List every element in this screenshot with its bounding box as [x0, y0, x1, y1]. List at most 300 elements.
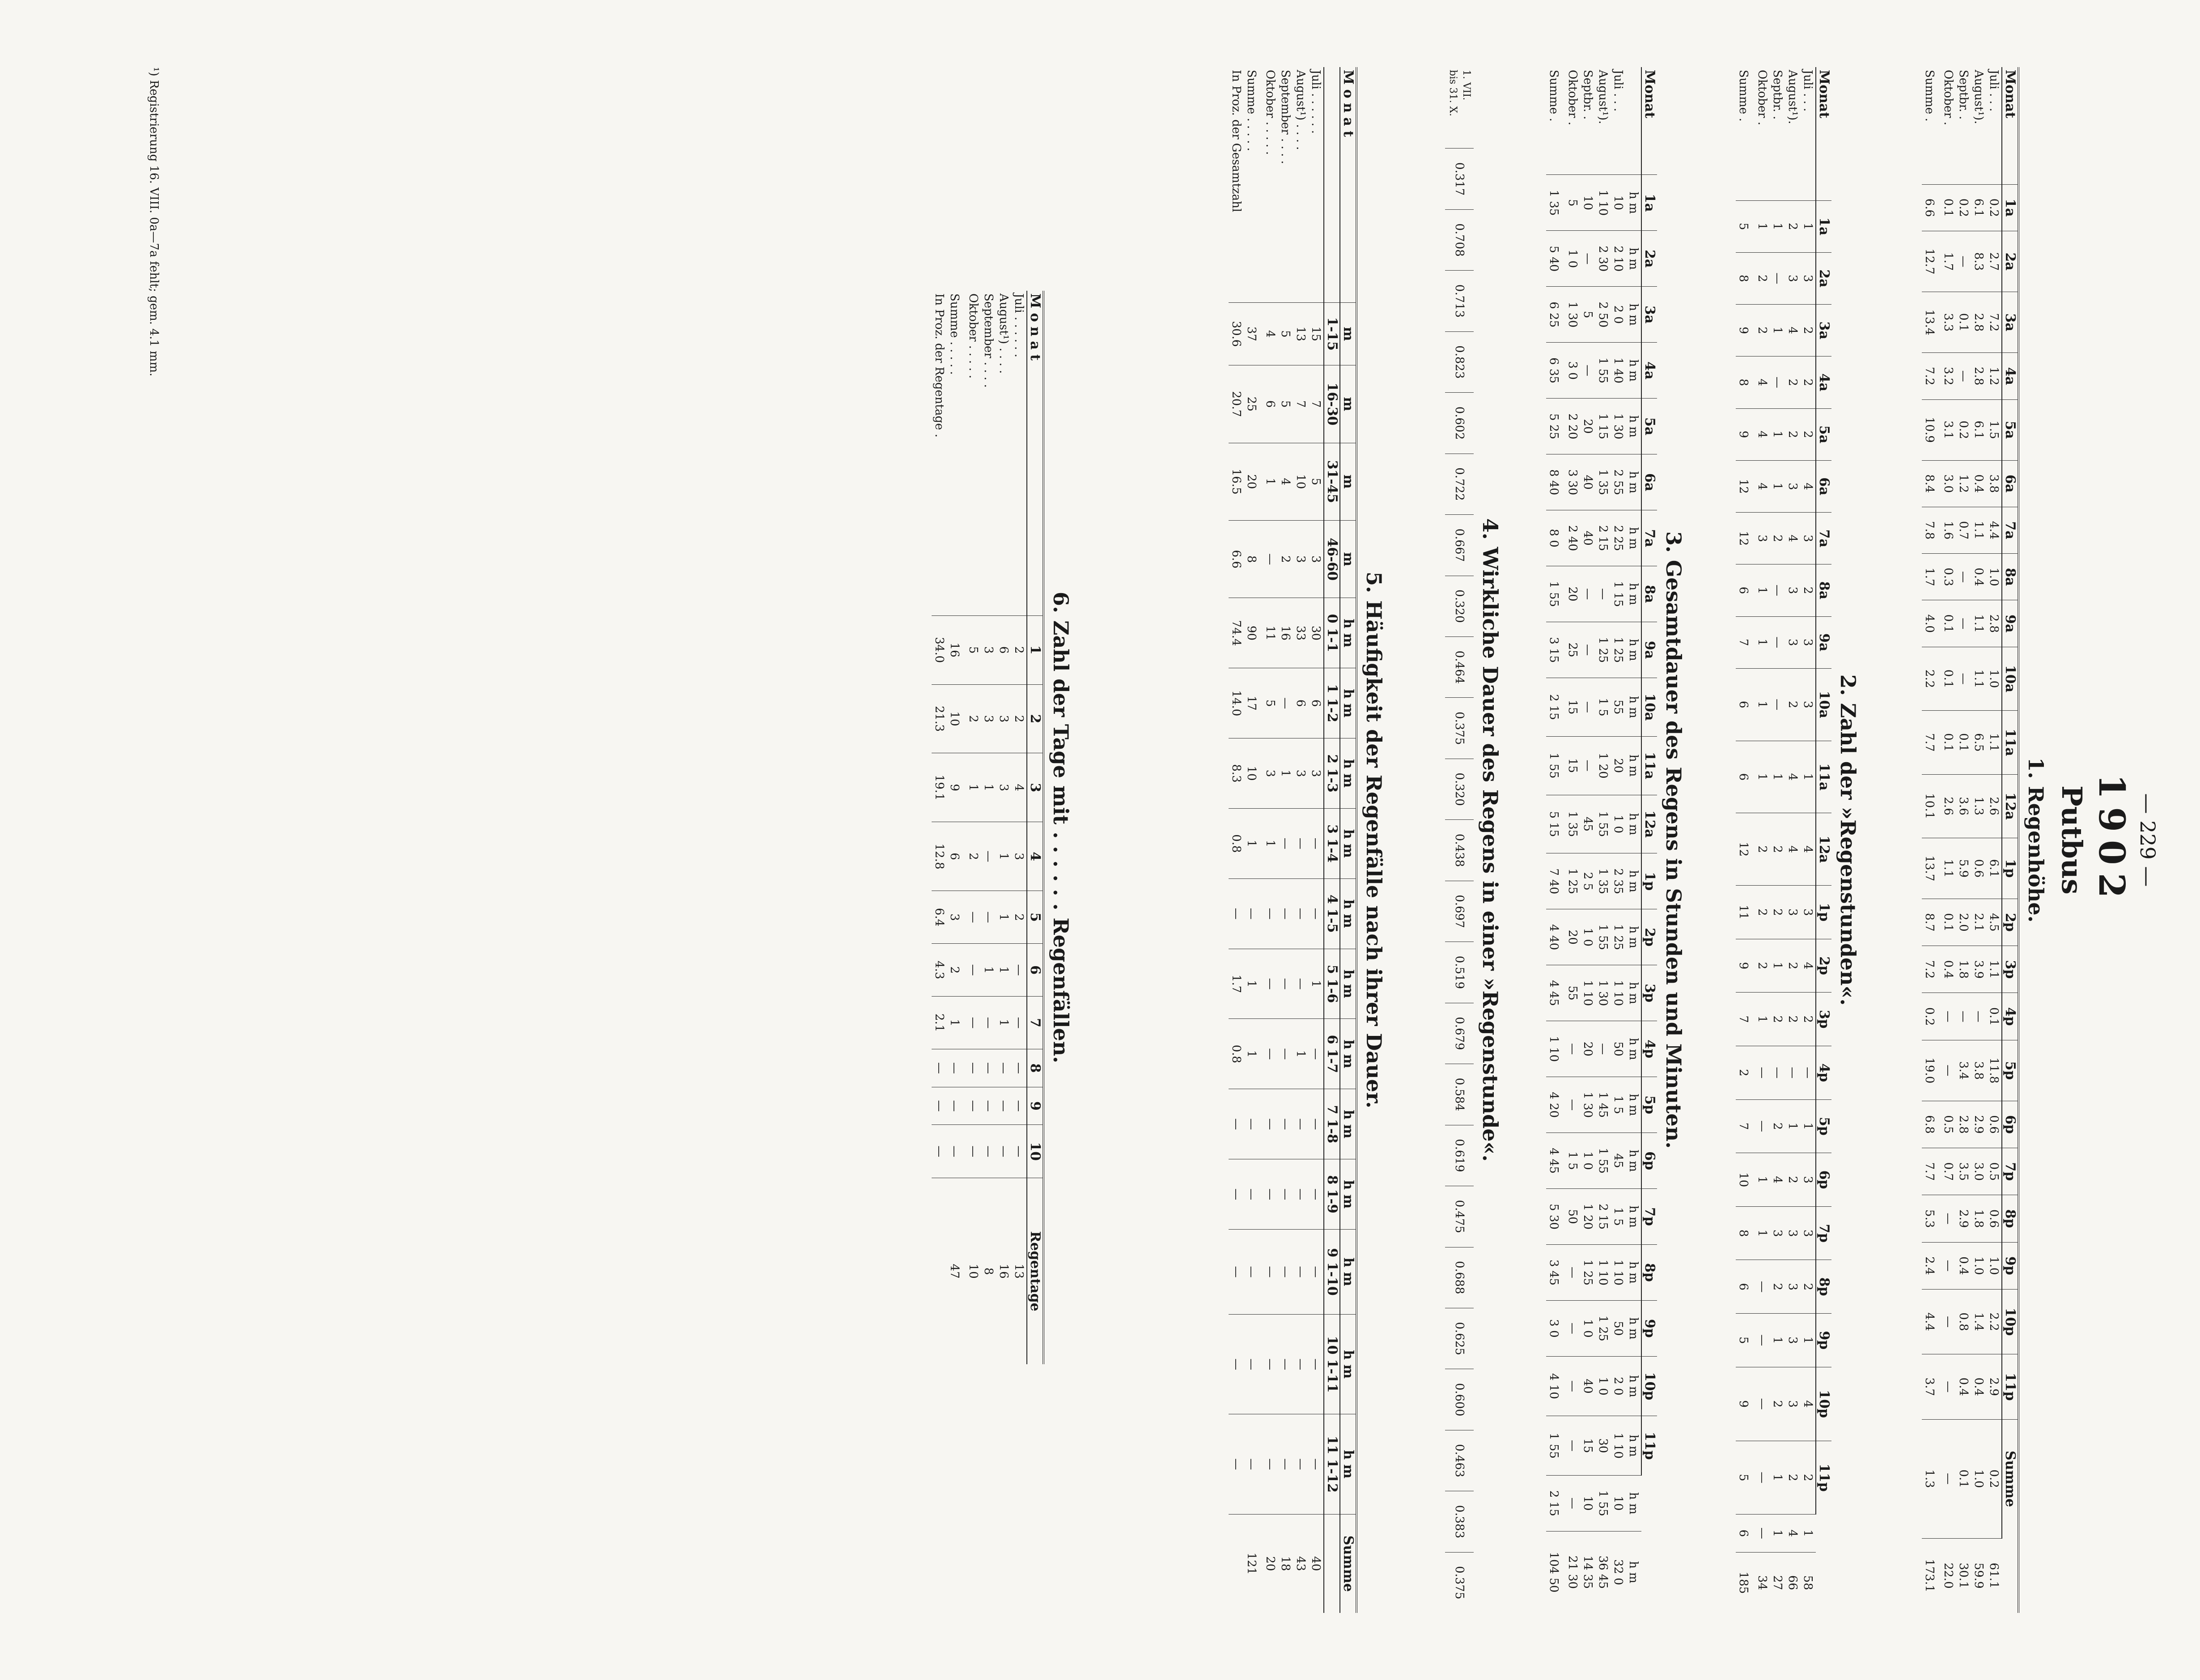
sum-cell: 40	[1308, 1514, 1324, 1613]
value-cell: 5 40	[1546, 231, 1565, 287]
unit-label: h m	[1626, 678, 1641, 736]
value-cell: 5	[1580, 287, 1595, 343]
value-cell: 1	[1244, 808, 1263, 878]
hour-header: 1a	[1641, 175, 1657, 231]
hour-header: 7a	[2002, 507, 2018, 553]
value-cell: 55	[1565, 965, 1580, 1021]
value-cell: 7.2	[1986, 292, 2002, 353]
value-cell: 4.4	[1922, 1289, 1941, 1354]
value-cell: 1	[996, 944, 1011, 997]
regentage-cell: 8	[981, 1178, 996, 1364]
sum-cell: 20	[1263, 1514, 1278, 1613]
value-cell: —	[1580, 622, 1595, 678]
value-cell: 6.1	[1971, 184, 1986, 231]
value-cell: 2 15	[1595, 1189, 1611, 1245]
duration-header: 5 1-6	[1324, 949, 1340, 1019]
value-cell: 7	[1736, 1099, 1755, 1153]
sum-cell: 21 30	[1565, 1531, 1580, 1613]
value-cell: 0.697	[1445, 881, 1474, 942]
value-cell: 2	[1755, 886, 1770, 939]
header-row	[1816, 67, 1831, 1613]
value-cell: 6.8	[1922, 1101, 1941, 1148]
value-cell: 3	[1293, 520, 1308, 598]
hour-header: 1a	[2002, 184, 2018, 231]
hour-header: 9p	[1816, 1314, 1831, 1367]
value-cell: —	[1595, 566, 1611, 622]
value-cell: 20	[1565, 566, 1580, 622]
unit-label: h m	[1340, 1414, 1356, 1514]
value-cell: 1	[1800, 741, 1816, 813]
value-cell: 2.2	[1922, 647, 1941, 710]
value-cell: 1 25	[1611, 909, 1626, 965]
unit-label: h m	[1626, 231, 1641, 287]
hour-header: 6a	[2002, 460, 2018, 507]
table-row	[1922, 67, 1941, 1613]
unit-label: h m	[1626, 853, 1641, 909]
value-cell: 1 5	[1565, 1133, 1580, 1189]
value-cell: 4	[1800, 813, 1816, 886]
value-cell: 13.7	[1922, 838, 1941, 899]
value-cell: 3	[981, 684, 996, 753]
unit-label: h m	[1626, 287, 1641, 343]
unit-label: h m	[1340, 949, 1356, 1019]
value-cell: —	[1580, 231, 1595, 287]
hour-header: 1p	[2002, 838, 2018, 899]
value-cell: —	[1011, 997, 1027, 1049]
value-cell: 14.0	[1229, 668, 1244, 738]
sum-cell: 30.1	[1956, 1538, 1971, 1613]
value-cell: 34.0	[932, 615, 947, 684]
value-cell: —	[1755, 1046, 1770, 1099]
hour-header: 2a	[1816, 252, 1831, 304]
table-row	[1293, 67, 1308, 1613]
value-cell: —	[1263, 1089, 1278, 1159]
value-cell: 1	[1293, 1019, 1308, 1089]
value-cell: 1 15	[1611, 566, 1626, 622]
value-cell: 1.7	[1922, 554, 1941, 600]
value-cell: 0.5	[1941, 1101, 1956, 1148]
station-heading: Putbus	[2056, 785, 2088, 895]
value-cell: —	[947, 1125, 966, 1178]
value-cell: 16	[947, 615, 966, 684]
value-cell: —	[1580, 678, 1595, 736]
value-cell: 2	[1011, 615, 1027, 684]
value-cell: —	[1278, 1230, 1293, 1315]
value-cell: 15	[1308, 302, 1324, 365]
value-cell: —	[1580, 736, 1595, 795]
value-cell: —	[1263, 1230, 1278, 1315]
value-cell: 3	[1785, 886, 1800, 939]
value-cell: 9	[1736, 1367, 1755, 1441]
hour-header: 9a	[1641, 622, 1657, 678]
footnote: ¹) Registrierung 16. VIII. 0a—7a fehlt; gem. 4.1 mm.	[147, 67, 161, 377]
value-cell: —	[1011, 1125, 1027, 1178]
value-cell: 3 45	[1546, 1244, 1565, 1300]
value-cell: 1	[1244, 1019, 1263, 1089]
table-row	[932, 291, 947, 1364]
sum-cell: 121	[1244, 1514, 1263, 1613]
month-label: Summe . . . . .	[1245, 70, 1258, 151]
value-cell: 7.7	[1922, 1148, 1941, 1195]
value-cell: 1 35	[1546, 175, 1565, 231]
count-header: 9	[1027, 1087, 1043, 1125]
value-cell: 8	[1736, 356, 1755, 408]
value-cell: 3	[1293, 738, 1308, 809]
value-cell: 0.5	[1986, 1148, 2002, 1195]
table-row	[1263, 67, 1278, 1613]
value-cell: 1.0	[1986, 554, 2002, 600]
value-cell: 7.2	[1922, 353, 1941, 399]
value-cell: 1	[1770, 200, 1785, 252]
unit-label: h m	[1626, 965, 1641, 1021]
value-cell: 2	[1770, 813, 1785, 886]
value-cell: —	[966, 1087, 981, 1125]
value-cell: 8	[1244, 520, 1263, 598]
value-cell: 12	[1736, 513, 1755, 564]
value-cell: 7	[1308, 365, 1324, 443]
value-cell: 1	[1770, 1314, 1785, 1367]
value-cell: 6 25	[1546, 287, 1565, 343]
value-cell: 1 0	[1580, 1300, 1595, 1356]
value-cell: 1	[1244, 949, 1263, 1019]
value-cell: —	[1293, 1230, 1308, 1315]
value-cell: 1 35	[1565, 795, 1580, 853]
value-cell: 2.8	[1971, 353, 1986, 399]
unit-label: h m	[1626, 622, 1641, 678]
value-cell: 1 10	[1611, 1244, 1626, 1300]
value-cell: 3	[1770, 1206, 1785, 1260]
value-cell: 4	[1785, 1514, 1800, 1552]
hour-header: 7p	[2002, 1148, 2018, 1195]
month-label: Oktober .	[1941, 70, 1955, 126]
month-label: Juli . . . . . .	[1012, 293, 1026, 357]
value-cell: 1	[1278, 738, 1293, 809]
value-cell: 2	[947, 944, 966, 997]
value-cell: 6.1	[1971, 399, 1986, 460]
value-cell: 3	[1800, 1206, 1816, 1260]
value-cell: 3	[1785, 460, 1800, 512]
value-cell: 2.8	[1956, 1101, 1971, 1148]
hour-header: 1p	[1816, 886, 1831, 939]
value-cell: 1.1	[1941, 838, 1956, 899]
section-title: 2. Zahl der »Regenstunden«.	[1836, 674, 1860, 1006]
value-cell: —	[1941, 993, 1956, 1040]
value-cell: —	[1565, 1475, 1580, 1531]
value-cell: —	[1595, 1021, 1611, 1077]
value-cell: 2	[1770, 1260, 1785, 1314]
table-row	[1565, 67, 1580, 1613]
month-label: Juli . . .	[1611, 70, 1625, 112]
hour-header: 5p	[1816, 1099, 1831, 1153]
value-cell: —	[1229, 878, 1244, 949]
unit-label: h m	[1626, 399, 1641, 454]
value-cell: 10	[1244, 738, 1263, 809]
value-cell: 7	[1293, 365, 1308, 443]
value-cell: 6	[996, 615, 1011, 684]
sum-cell: 14 35	[1580, 1531, 1595, 1613]
value-cell: 2.6	[1941, 774, 1956, 838]
count-header: 8	[1027, 1049, 1043, 1087]
hour-header: 5a	[2002, 399, 2018, 460]
sum-cell: 36 45	[1595, 1531, 1611, 1613]
value-cell: 3	[1800, 616, 1816, 668]
value-cell: 6.6	[1229, 520, 1244, 598]
table-row	[1800, 67, 1816, 1613]
duration-header: 2 1-3	[1324, 738, 1340, 809]
value-cell: 1 25	[1595, 1300, 1611, 1356]
value-cell: 10	[1611, 1475, 1626, 1531]
value-cell: 1	[1755, 1153, 1770, 1207]
value-cell: 1 25	[1595, 622, 1611, 678]
hour-header: 3p	[1641, 965, 1657, 1021]
section-haeufigkeit	[1229, 67, 1386, 1613]
hour-header: 9a	[2002, 600, 2018, 647]
value-cell: 4 10	[1546, 1356, 1565, 1416]
value-cell: —	[1565, 1244, 1580, 1300]
value-cell: 1 10	[1611, 965, 1626, 1021]
value-cell: 30	[1595, 1416, 1611, 1476]
value-cell: —	[1956, 554, 1971, 600]
value-cell: 2	[1755, 939, 1770, 993]
unit-label: h m	[1626, 1077, 1641, 1133]
hour-header: 6p	[2002, 1101, 2018, 1148]
value-cell: 1 55	[1595, 795, 1611, 853]
value-cell: 0.1	[1941, 184, 1956, 231]
value-cell: 8	[1736, 1206, 1755, 1260]
month-label: In Proz. der Gesamtzahl	[1229, 70, 1243, 212]
value-cell: —	[1308, 1230, 1324, 1315]
month-label: August¹).	[1596, 70, 1610, 124]
header-row	[1027, 291, 1043, 1364]
value-cell: —	[1278, 1315, 1293, 1414]
value-cell: —	[1770, 668, 1785, 741]
value-cell: —	[1263, 1159, 1278, 1230]
unit-row	[1340, 67, 1356, 1613]
value-cell: 5	[1736, 1314, 1755, 1367]
count-header: 1	[1027, 615, 1043, 684]
value-cell: 2	[1770, 1099, 1785, 1153]
value-cell: 1	[1755, 616, 1770, 668]
month-label: In Proz. der Regentage .	[933, 293, 946, 438]
value-cell: 12.8	[932, 822, 947, 891]
value-cell: —	[1263, 949, 1278, 1019]
value-cell: 3.4	[1956, 1040, 1971, 1101]
value-cell: 1 30	[1580, 1077, 1595, 1133]
unit-label: h m	[1626, 1244, 1641, 1300]
value-cell: 2	[1785, 1153, 1800, 1207]
month-label: August¹) . . . .	[997, 293, 1010, 374]
hour-header: 3a	[1816, 305, 1831, 356]
value-cell: 5	[1308, 443, 1324, 520]
period-label-top: 1. VII.	[1461, 70, 1472, 101]
hour-header: 5p	[2002, 1040, 2018, 1101]
value-cell: 1.8	[1956, 946, 1971, 993]
month-label: Septbr. .	[1771, 70, 1784, 120]
value-cell: 0.619	[1445, 1125, 1474, 1186]
value-cell: 1.8	[1971, 1195, 1986, 1242]
hour-header: 10p	[2002, 1289, 2018, 1354]
value-cell: 0.8	[1956, 1289, 1971, 1354]
value-cell: 7	[1736, 993, 1755, 1046]
value-cell: 1 15	[1595, 399, 1611, 454]
value-cell: 3 0	[1546, 1300, 1565, 1356]
hour-header: 6p	[1641, 1133, 1657, 1189]
value-cell: —	[1278, 878, 1293, 949]
month-label: September . . . .	[1279, 70, 1292, 164]
value-cell: 0.625	[1445, 1308, 1474, 1369]
sum-cell: 185	[1736, 1552, 1755, 1613]
value-cell: 20.7	[1229, 365, 1244, 443]
value-cell: 3	[1785, 1260, 1800, 1314]
wirkliche-dauer-table	[1445, 67, 1474, 1613]
value-cell: 1 5	[1611, 1189, 1626, 1245]
value-cell: 2.1	[932, 997, 947, 1049]
value-cell: 3.0	[1941, 460, 1956, 507]
value-cell: —	[966, 1125, 981, 1178]
month-label: Septbr. .	[1581, 70, 1594, 120]
value-cell: 40	[1580, 510, 1595, 566]
value-cell: 5	[1736, 200, 1755, 252]
value-cell: —	[981, 822, 996, 891]
value-cell: —	[1770, 1046, 1785, 1099]
value-cell: 8 40	[1546, 454, 1565, 510]
value-cell: 4.0	[1922, 600, 1941, 647]
value-cell: 0.519	[1445, 942, 1474, 1003]
value-cell: 5 25	[1546, 399, 1565, 454]
value-cell: 2 5	[1580, 853, 1595, 909]
value-cell: —	[932, 1125, 947, 1178]
value-cell: —	[1580, 566, 1595, 622]
sum-cell: 173.1	[1922, 1538, 1941, 1613]
value-cell: —	[1956, 353, 1971, 399]
sum-cell: 18	[1278, 1514, 1293, 1613]
table-row	[1770, 67, 1785, 1613]
value-cell: 1	[1755, 993, 1770, 1046]
value-cell: 1 55	[1595, 1475, 1611, 1531]
value-cell: 10	[1580, 1475, 1595, 1531]
value-cell: 10	[1611, 175, 1626, 231]
value-cell: 0.375	[1445, 698, 1474, 759]
value-cell: 16.5	[1229, 443, 1244, 520]
value-cell: 1.1	[1986, 946, 2002, 993]
value-cell: —	[1278, 808, 1293, 878]
value-cell: 0.317	[1445, 148, 1474, 209]
value-cell: 2	[1278, 520, 1293, 598]
value-cell: 1	[1770, 1441, 1785, 1514]
value-cell: —	[1293, 878, 1308, 949]
value-cell: 90	[1244, 598, 1263, 668]
value-cell: 6.4	[932, 891, 947, 944]
value-cell: 40	[1580, 1356, 1595, 1416]
count-header: 7	[1027, 997, 1043, 1049]
value-cell: 3	[1800, 668, 1816, 741]
value-cell: 0.3	[1941, 554, 1956, 600]
hour-header: 3a	[2002, 292, 2018, 353]
table-row	[1755, 67, 1770, 1613]
value-cell: 1 10	[1546, 1021, 1565, 1077]
value-cell: 0.4	[1971, 554, 1986, 600]
value-cell: 1	[1785, 1099, 1800, 1153]
value-cell: —	[1770, 564, 1785, 616]
regentage-cell: 10	[966, 1178, 981, 1364]
value-cell: —	[966, 944, 981, 997]
value-cell: 2	[1011, 891, 1027, 944]
sum-cell: 59.9	[1971, 1538, 1986, 1613]
sum-cell: 34	[1755, 1552, 1770, 1613]
hour-header: 2p	[1816, 939, 1831, 993]
value-cell: 2 15	[1595, 510, 1611, 566]
value-cell: 1 45	[1595, 1077, 1611, 1133]
value-cell: 0.2	[1986, 1419, 2002, 1538]
unit-label: h m	[1626, 909, 1641, 965]
value-cell: 8.4	[1922, 460, 1941, 507]
unit-label: h m	[1626, 1356, 1641, 1416]
value-cell: 1.1	[1971, 507, 1986, 553]
value-cell: 10	[1293, 443, 1308, 520]
value-cell: 1 25	[1565, 853, 1580, 909]
value-cell: 0.6	[1971, 838, 1986, 899]
hour-header: 5p	[1641, 1077, 1657, 1133]
sum-cell: 32 0	[1611, 1531, 1626, 1613]
regenhoehe-table	[1922, 67, 2019, 1613]
duration-header: 1 1-2	[1324, 668, 1340, 738]
value-cell: 1.2	[1986, 353, 2002, 399]
value-cell: 6	[1736, 1514, 1755, 1552]
value-cell: 0.463	[1445, 1430, 1474, 1491]
hour-header: 10p	[1641, 1356, 1657, 1416]
value-cell: 1.0	[1986, 647, 2002, 710]
unit-label: h m	[1626, 510, 1641, 566]
value-cell: 74.4	[1229, 598, 1244, 668]
value-cell: 2	[1785, 1441, 1800, 1514]
value-cell: 9	[1736, 939, 1755, 993]
value-cell: 3	[996, 753, 1011, 822]
value-cell: 0.7	[1956, 507, 1971, 553]
hour-header: 6a	[1641, 454, 1657, 510]
month-label: Summe .	[1923, 70, 1936, 122]
value-cell: 1.3	[1971, 774, 1986, 838]
unit-label: h m	[1626, 343, 1641, 399]
value-cell: 0.1	[1941, 647, 1956, 710]
value-cell: 3	[1263, 738, 1278, 809]
unit-label: h m	[1340, 668, 1356, 738]
value-cell: 0.4	[1971, 460, 1986, 507]
hour-header: 2a	[1641, 231, 1657, 287]
value-cell: 3	[981, 615, 996, 684]
hour-header: 6p	[1816, 1153, 1831, 1207]
value-cell: 3	[1800, 1153, 1816, 1207]
monat-header: M o n a t	[1027, 291, 1043, 615]
value-cell: 1	[996, 891, 1011, 944]
value-cell: 3	[1308, 738, 1324, 809]
value-cell: —	[1263, 878, 1278, 949]
value-cell: —	[1244, 878, 1263, 949]
value-cell: 1	[1770, 305, 1785, 356]
value-cell: 10	[947, 684, 966, 753]
value-cell: 0.4	[1956, 1354, 1971, 1419]
value-cell: —	[1800, 1046, 1816, 1099]
value-cell: 2 0	[1611, 1356, 1626, 1416]
table-row	[1546, 67, 1565, 1613]
value-cell: —	[1229, 1089, 1244, 1159]
table-row	[1611, 67, 1626, 1613]
value-cell: 1 30	[1611, 399, 1626, 454]
value-cell: 12	[1736, 813, 1755, 886]
summe-header: Summe	[1340, 1514, 1356, 1613]
value-cell: 2.8	[1986, 600, 2002, 647]
value-cell: —	[1941, 1289, 1956, 1354]
value-cell: 1	[966, 753, 981, 822]
